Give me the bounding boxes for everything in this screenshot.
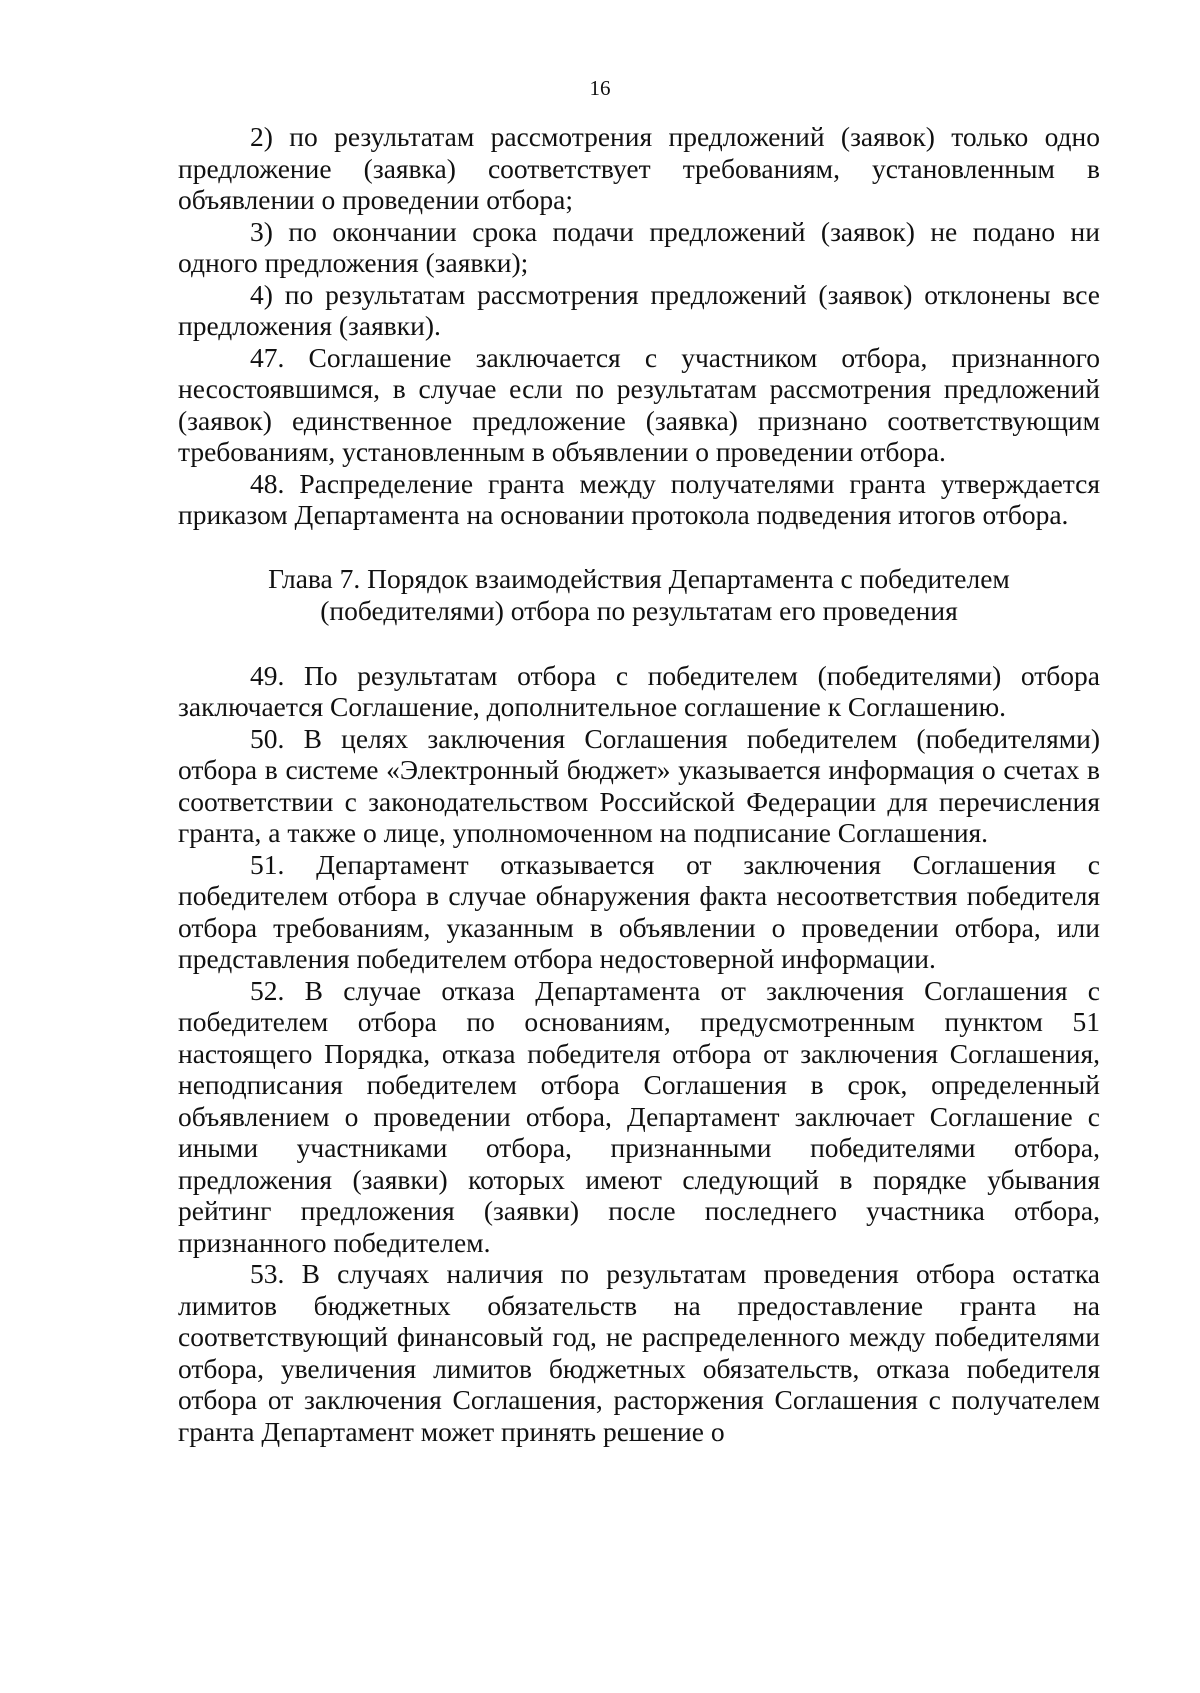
paragraph-49: 49. По результатам отбора с победителем (победителями) отбора заключается Соглашение, дополнительное соглашение к Соглашению. xyxy=(178,659,1100,722)
paragraph-53: 53. В случаях наличия по результатам проведения отбора остатка лимитов бюджетных обязательств на предоставление гранта на соответствующий финансовый год, не распределенного между победителями отбора, увеличения лимитов бюджетных обязательств, отказа победителя отбора от заключения Соглашения, расторжения Соглашения с получателем гранта Департамент может принять решение о xyxy=(178,1258,1100,1447)
paragraph-item-3: 3) по окончании срока подачи предложений (заявок) не подано ни одного предложения (заявки); xyxy=(178,215,1100,278)
paragraph-50: 50. В целях заключения Соглашения победителем (победителями) отбора в системе «Электронный бюджет» указывается информация о счетах в соответствии с законодательством Российской Федерации для перечисления гранта, а также о лице, уполномоченном на подписание Соглашения. xyxy=(178,722,1100,848)
document-body xyxy=(178,121,1100,1447)
paragraph-item-2: 2) по результатам рассмотрения предложений (заявок) только одно предложение (заявка) соответствует требованиям, установленным в объявлении о проведении отбора; xyxy=(178,121,1100,215)
paragraph-48: 48. Распределение гранта между получателями гранта утверждается приказом Департамента на основании протокола подведения итогов отбора. xyxy=(178,467,1100,530)
spacer xyxy=(178,627,1100,660)
paragraph-51: 51. Департамент отказывается от заключения Соглашения с победителем отбора в случае обнаружения факта несоответствия победителя отбора требованиям, указанным в объявлении о проведении отбора, или представления победителем отбора недостоверной информации. xyxy=(178,848,1100,974)
spacer xyxy=(178,531,1100,563)
paragraph-item-4: 4) по результатам рассмотрения предложений (заявок) отклонены все предложения (заявки). xyxy=(178,278,1100,341)
page-number: 16 xyxy=(589,76,611,100)
paragraph-47: 47. Соглашение заключается с участником отбора, признанного несостоявшимся, в случае если по результатам рассмотрения предложений (заявок) единственное предложение (заявка) признано соответствующим требованиям, установленным в объявлении о проведении отбора. xyxy=(178,341,1100,467)
paragraph-52: 52. В случае отказа Департамента от заключения Соглашения с победителем отбора по основаниям, предусмотренным пунктом 51 настоящего Порядка, отказа победителя отбора от заключения Соглашения, неподписания победителем отбора Соглашения в срок, определенный объявлением о проведении отбора, Департамент заключает Соглашение с иными участниками отбора, признанными победителями отбора, предложения (заявки) которых имеют следующий в порядке убывания рейтинг предложения (заявки) после последнего участника отбора, признанного победителем. xyxy=(178,974,1100,1258)
chapter-heading: Глава 7. Порядок взаимодействия Департамента с победителем (победителями) отбора по результатам его проведения xyxy=(268,562,1010,626)
